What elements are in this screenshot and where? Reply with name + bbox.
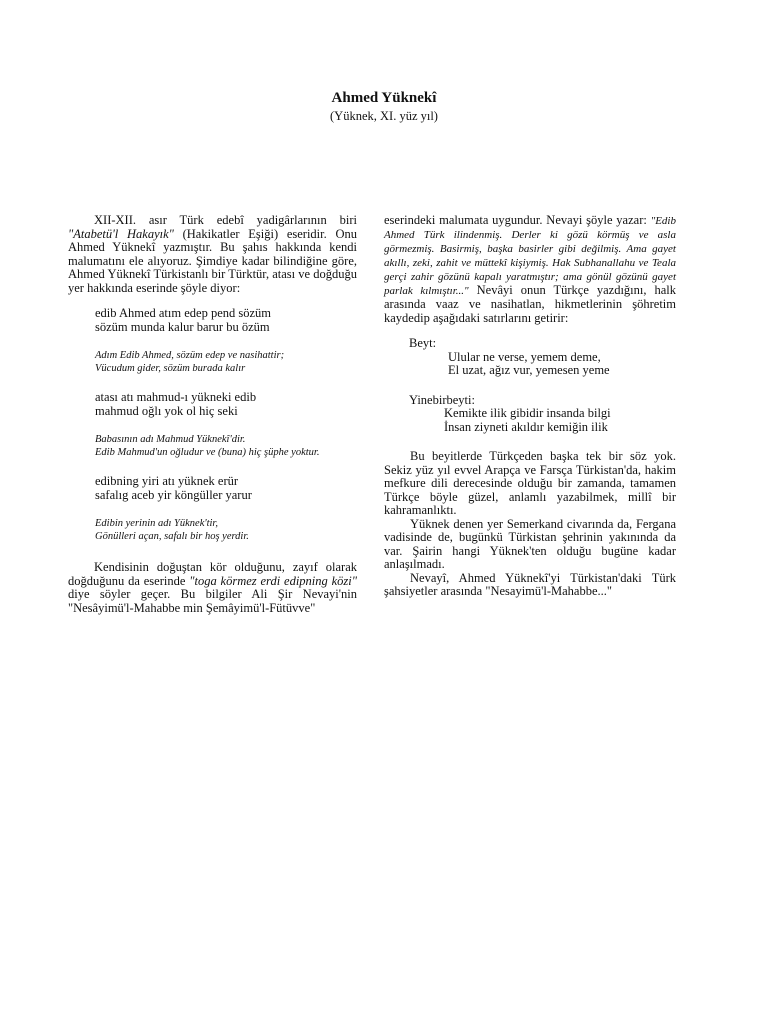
beyt-verse [384,351,676,378]
verse-line: Kemikte ilik gibidir insanda bilgi [444,406,611,420]
outro-paragraph [68,561,357,615]
outro-text: Kendisinin doğuştan kör olduğunu, zayıf olarak doğduğunu da eserinde [68,560,357,588]
quoted-verse: "toga körmez erdi edipning közi" [189,573,357,588]
outro-text-cont: diye söyler geçer. Bu bilgiler Ali Şir Nevayi'nin "Nesâyimü'l-Mahabbe min Şemâyimü'l-Fütüvve" [68,587,357,615]
paragraph-text-cont: Nevâyi onun Türkçe yazdığını, halk arasında vaaz ve nasihatlan, hikmetlerinin şöhretim kaydedip aşağıdaki satırlarını getirir: [384,283,676,325]
beyt-label: Beyt: [409,336,437,350]
verse-line: safalıg aceb yir köngüller yarur [95,487,252,502]
intro-text-cont: (Hakikatler Eşiği) eseridir. Onu Ahmed Yüknekî yazmıştır. Bu şahıs hakkında kendi malumatını ele alıyoruz. Şimdiye kadar bilindiğine göre, Ahmed Yüknekî Türkistanlı bir Türktür, atası ve doğduğu yer hakkında eserinde şöyle diyor: [68,226,357,295]
verse-1 [68,307,357,334]
right-column [384,214,676,599]
paragraph-text: eserindeki malumata uygundur. Nevayi şöyle yazar: [384,213,651,227]
translation-line: Vücudum gider, sözüm burada kalır [95,362,246,374]
verse-line: El uzat, ağız vur, yemesen yeme [448,363,610,377]
translation-line: Edib Mahmud'un oğludur ve (buna) hiç şüphe yoktur. [95,446,320,458]
intro-text: XII-XII. asır Türk edebî yadigârlarının biri [94,213,357,227]
translation-3 [68,518,357,543]
paragraph-3: Yüknek denen yer Semerkand civarında da, Fergana vadisinde de, bugünkü Türkistan şehrinin yakınında da var. Şairin hangi Yüknek'ten olduğu bugüne kadar anlaşılmadı. [384,516,676,571]
verse-line: mahmud oğlı yok ol hiç seki [95,403,238,418]
work-title: "Atabetü'l Hakayık" [68,226,174,241]
verse-line: İnsan ziyneti akıldır kemiğin ilik [444,419,608,434]
verse-3 [68,475,357,502]
verse-line: sözüm munda kalur barur bu özüm [95,319,270,334]
translation-1 [68,350,357,375]
nevayi-paragraph [384,214,676,325]
intro-paragraph [68,214,357,295]
translation-line: Edibin yerinin adı Yüknek'tir, [95,518,218,529]
paragraph-4: Nevayî, Ahmed Yüknekî'yi Türkistan'daki Türk şahsiyetler arasında "Nesayimü'l-Mahabbe..." [384,570,676,598]
verse-line: atası atı mahmud-ı yükneki edib [95,390,257,404]
nevayi-quote: "Edib Ahmed Türk ilindenmiş. Derler ki gözü körmüş ve asla görmezmiş. Basirmiş, başka basirler gibi değilmiş. Ama gayet akıllı, zeki, zahit ve müttekî kişiymiş. Hak Subhanallahu ve Teala gerçi zahir gözünü kapalı yaratmıştır; ama gönül gözünü gayet parlak kılmıştır..." [384,215,676,297]
translation-2 [68,434,357,459]
page-subtitle: (Yüknek, XI. yüz yıl) [330,109,438,123]
verse-line: edibning yiri atı yüknek erür [95,474,239,488]
verse-line: Ulular ne verse, yemem deme, [448,349,601,364]
page-title: Ahmed Yüknekî [331,90,437,106]
translation-line: Adım Edib Ahmed, sözüm edep ve nasihattir; [95,350,285,361]
translation-line: Babasının adı Mahmud Yüknekî'dir. [95,434,246,445]
translation-line: Gönülleri açan, safalı bir hoş yerdir. [95,530,249,542]
paragraph-2: Bu beyitlerde Türkçeden başka tek bir söz yok. Sekiz yüz yıl evvel Arapça ve Farsça Türkistan'da, hakim mefkure dili derecesinde olduğu bir zamanda, tamamen Türkçe böyle güzel, anlamlı yazabilmek, millî bir kahramanlıktı. [384,449,676,517]
verse-line: edib Ahmed atım edep pend sözüm [95,306,272,320]
left-column [68,214,357,615]
yine-label: Yinebirbeyti: [409,392,475,407]
verse-2 [68,391,357,418]
yine-verse [384,407,676,434]
